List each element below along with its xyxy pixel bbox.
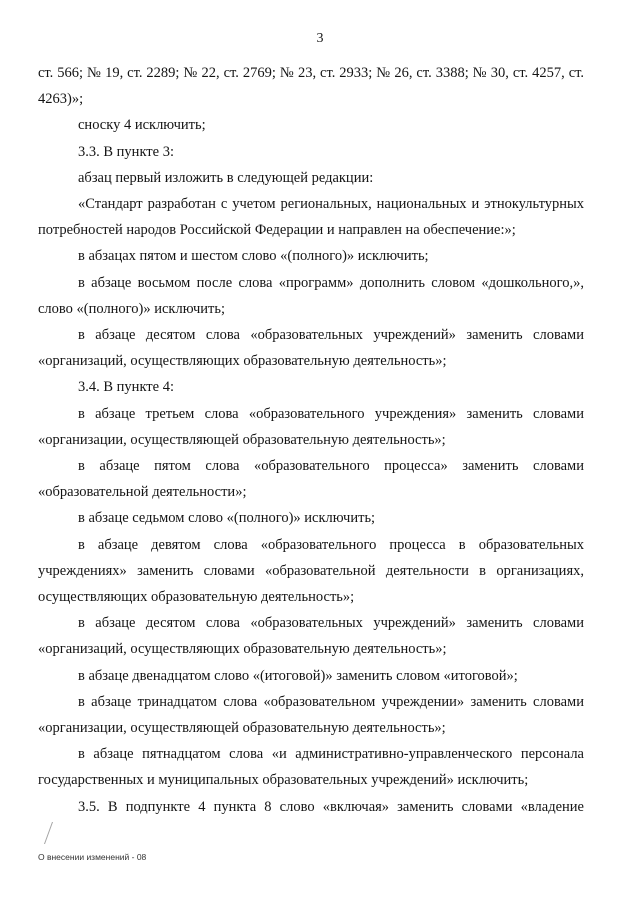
paragraph: 3.3. В пункте 3: xyxy=(78,143,174,160)
paragraph: в абзаце седьмом слово «(полного)» исключить; xyxy=(78,510,376,527)
paragraph: «Стандарт разработан с учетом региональных, национальных и этнокультурных потребностей народов Российской Федерации и направлен на обеспечение:»; xyxy=(38,196,584,239)
footer-filename: О внесении изменений - 08 xyxy=(38,852,147,862)
paragraph: 3.5. В подпункте 4 пункта 8 слово «включая» заменить словами «владение xyxy=(78,798,584,815)
paragraph: абзац первый изложить в следующей редакции: xyxy=(78,169,374,186)
paragraph: в абзаце третьем слова «образовательного учреждения» заменить словами «организации, осуществляющей образовательную деятельность»; xyxy=(38,405,584,448)
paragraph: ст. 566; № 19, ст. 2289; № 22, ст. 2769; № 23, ст. 2933; № 26, ст. 3388; № 30, ст. 4257, ст. 4263)»; xyxy=(38,65,584,108)
paragraph: 3.4. В пункте 4: xyxy=(78,379,174,396)
paragraph: в абзаце пятом слова «образовательного процесса» заменить словами «образовательной деятельности»; xyxy=(38,458,584,501)
paragraph: в абзаце восьмом после слова «программ» дополнить словом «дошкольного,», слово «(полного)» исключить; xyxy=(38,274,584,317)
paragraph: в абзаце девятом слова «образовательного процесса в образовательных учреждениях» заменить словами «образовательной деятельности в организациях, осуществляющих образовательную деятельность»; xyxy=(38,536,584,606)
paragraph: в абзаце десятом слова «образовательных учреждений» заменить словами «организаций, осуществляющих образовательную деятельность»; xyxy=(38,327,584,370)
paragraph: в абзаце двенадцатом слово «(итоговой)» заменить словом «итоговой»; xyxy=(78,667,518,684)
paragraph: в абзаце пятнадцатом слова «и административно-управленческого персонала государственных и муниципальных образовательных учреждений» исключить; xyxy=(38,746,584,789)
margin-pen-mark xyxy=(44,822,65,844)
paragraph: в абзаце десятом слова «образовательных учреждений» заменить словами «организаций, осуществляющих образовательную деятельность»; xyxy=(38,615,584,658)
paragraph: в абзацах пятом и шестом слово «(полного)» исключить; xyxy=(78,248,429,265)
paragraph: в абзаце тринадцатом слова «образовательном учреждении» заменить словами «организации, осуществляющей образовательную деятельность»; xyxy=(38,693,584,737)
page-number: 3 xyxy=(316,31,324,46)
paragraph: сноску 4 исключить; xyxy=(78,117,206,134)
document-body xyxy=(38,60,584,820)
